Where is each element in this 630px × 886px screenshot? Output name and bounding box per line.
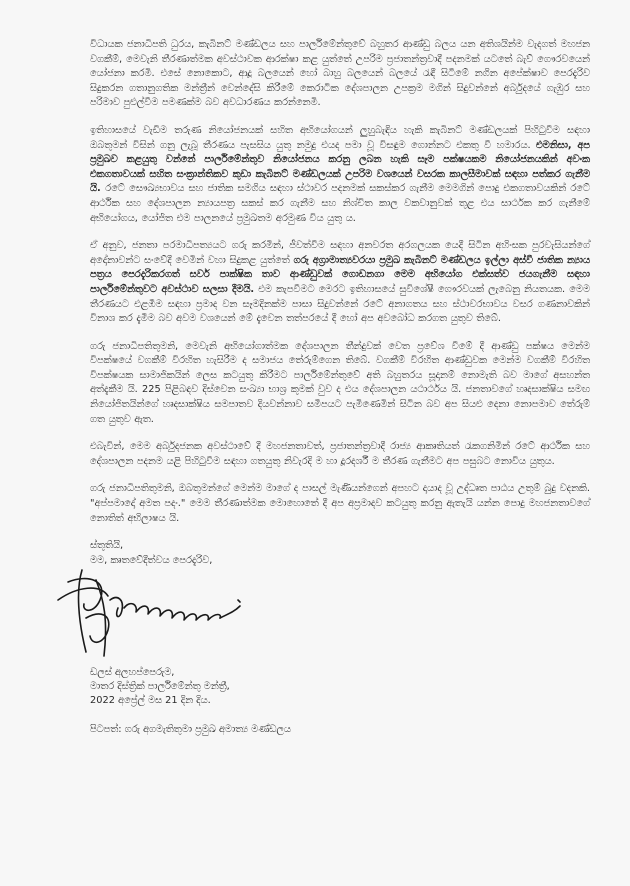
body-paragraph [90,239,590,327]
cc-line: පිටපත්: ගරු අගමැතිතුමා ප්‍රමුඛ අමාත්‍ය මණ්ඩලය [90,724,291,736]
paragraph-text: එබැවින්, මෙම අර්බුදජනක අවස්ථාවේ දී මහජනතාවත්, ප්‍රජාතන්ත්‍රවාදී රාජ්‍ය ආකෘතියත් රැකගනිමින් රටේ ආර්ථික සහ දේශපාලන පදනම යළි පිහිටුවීම සඳහා ගතයුතු නිවැරදි ම හා දූරදර්ශී ම තීරණ ගැනීමට අප පසුබට නොවිය යුතුය. [90,441,590,467]
handwritten-signature [90,570,590,662]
body-paragraph [90,124,590,226]
signer-title: මාතර දිස්ත්‍රික් පාර්ලිමේන්තු මන්ත්‍රී, [90,681,230,692]
letter-date: 2022 අප්‍රේල් මස 21 දින දිය. [90,694,211,706]
paragraph-text: ඒ අනුව, ජනතා පරමාධිපත්‍යයට ගරු කරමින්, ජීවත්වීම සඳහා අනවරත අරගලයක යෙදී සිටින අහිංසක පුරවැසියන්ගේ අදෝනාවන්ට සංවේදී වෙමින් වහා සිදුකළ යුත්තේ [90,240,590,266]
body-paragraph [90,340,590,428]
body-paragraph [90,440,590,469]
paragraph-text: ඉතිහාසයේ වැඩිම තරුණ නියෝජනයක් සහිත අභියෝගයන් ලුහුබැඳිය හැකි කැබිනට් මණ්ඩලයක් පිහිටුවීම සඳහා ඔබතුමන් විසින් ගනු ලැබූ තීරණය පැසසිය යුතු නමුදු එයද පමා වූ විසඳුම ගොන්නට එකතු වී හමාරය. [90,124,590,151]
body-paragraph [90,482,590,526]
paragraph-text: එම කැපවීමට මෙරට ඉතිහාසයේ සුවිශේෂී ගෞරවයක් ලැබෙනු නියතයක. මෙම තීරණයට එළඹීම සඳහා ප්‍රමාද වන සෑමදිනක්ම පාසා සිදුවන්නේ රටේ අනාගතය සහ ස්ථාවරභාවය වසර ගණනාවකින් විනාශ කර දැමීම බව අවම වශයෙන් මේ දැවෙන තත්පරයේ දී හෝ අප අවබෝධ කරගත යුතුව තිබේ. [90,283,590,325]
signature-drawing [38,560,298,670]
paragraph-text: ගරු ජනාධිපතිතුමනි, මෙවැනි අභියෝගාත්මක දේශපාලන තීන්දුවක් වෙත ප්‍රවේශ වීමේ දී ආණ්ඩු පක්ෂය මෙන්ම විපක්ෂයේ වගකීම් විරහිත හැසිරීම ද සමාජය තේරුම්ගෙන තිබේ. වගකීම් විරහිත ආණ්ඩුවක මෙන්ම වගකීම් විරහිත විපක්ෂයක සාමාජිකයින් ලෙස කටයුතු කිරීමට පාර්ලිමේන්තුවේ අති බහුතරය සූදානම් නොමැති බව මාගේ අසහන්ත අත්දැකීම යි. 225 පිළිබඳව දිස්වෙන සංඛ්‍යා භාශ්‍ර කුමක් වුව ද එය දේශපාලන යථාර්ථය යි. ජනතාවගේ හෘදසාක්ෂිය සමඟ නියෝජිතයින්ගේ හෘදසාක්ෂිය සමපාතව දියවන්නාව සමීපයට පැමිණෙමින් සිටින බව අප සියළු දෙනා නොපමාව තේරුම් ගත යුතුව ඇත. [90,340,590,425]
emphasized-text: ගරු අග්‍රාමාත්‍යවරයා ප්‍රමුඛ කැබිනට් මණ්ඩලය ඉල්ලා අස්වී ජාතික න්‍යාය පත්‍රය පෙරදැරිකරගත් සර්ව පාක්ෂික තාව ආණ්ඩුවක් ගොඩනගා මෙම අභියෝග එක්සත්ව ජයගැනීම සඳහා පාර්ලිමේන්තුවට අවස්ථාව සලසා දීමයි. [90,254,590,295]
paragraph-text: රටේ සෞඛ්‍යභාවය සහ ජාතික සමගිය සඳහා ස්ථාවර පදනමක් සකස්කර ගැනීම මෙමගින් පොදු එකගතාවයකින් රටේ ආර්ථික සහ දේශපාලන න්‍යායපත්‍ර සකස් කර ගැනීම සහ නිශ්චිත කාල වකවානුවක් තුළ එය සාර්ථක කර ගැනීමේ අභියෝගය, යෝජිත එම පාලනයේ ප්‍රමුඛතම අරමුණ විය යුතු ය. [90,183,590,224]
closing-regards: මම, කෘතවේදීත්වය පෙරදැරිව, [90,554,213,566]
paragraph-text: ගරු ජනාධිපතිතුමනි, ඔබතුමන්ගේ මෙන්ම මාගේ ද පාසල් මැණියන්ගෙන් අපහට දායාද වූ උද්ධෘත පාඨය උතුම් බුදු වදනකි. "අප්පමාදෝ අමත පදං." මෙම තීරණාත්මක මොහොතේ දී අප අප්‍රමාදව කටයුතු කරනු ඇතැයි යන්න පොදු මහජනතාවගේ නොතිත් අභිලාෂය යි. [90,483,590,524]
letter-body [90,38,590,526]
body-paragraph [90,38,590,111]
signer-block [90,666,590,707]
emphasized-text: එමනිසා, අප ප්‍රමුඛව කළයුතු වන්නේ පාර්ලිමේන්තුව නියෝජනය කරනු ලබන හැකි සෑම පක්ෂයකම නියෝජනයකින් අවංක එකගතාවයක් සහිත සංක්‍රාන්තිකව කුඩා කැබිනට් මණ්ඩලයක් උපරිම වශයෙන් වසරක කාලසීමාවක් සඳහා පත්කර ගැනීම යි. [90,139,590,195]
paragraph-text: විධායක ජනාධිපති ධුරය, කැබිනට් මණ්ඩලය සහ පාර්ලිමේන්තුවේ බහුතර ආණ්ඩු බලය යන අතිශයින්ම වැදගත් මහජන වගකීම්, මෙවැනි තීරණාත්මක අවස්ථාවක ආරක්ෂා කළ යුත්තේ උපරිම ප්‍රජාතන්ත්‍රවාදී පදනමක් යටතේ බැව් ගෞරවයෙන් යෝජනා කරමි. එසේ නොකොට, ආදූ බලයෙන් හෝ බාහු බලයෙන් බලයේ රැඳී සිටීමේ නගින අපේක්ෂාව පෙරදැරිව සිදුකරන ගතානුගතික මන්ත්‍රීන් වෙන්දේසි කිරීමේ කෙරාටික දේශපාලන උපක්‍රම මගින් සිදුවන්නේ අර්බුදයේ ගැඹුර සහ පරිමාව පුළුල්වීම පමණක්ම බව අවධාරණය කරන්නෙමි. [90,39,590,109]
closing-thanks: ස්තුතියි, [90,540,124,552]
signer-name: ඩලස් අලහප්පෙරුම, [90,667,175,679]
